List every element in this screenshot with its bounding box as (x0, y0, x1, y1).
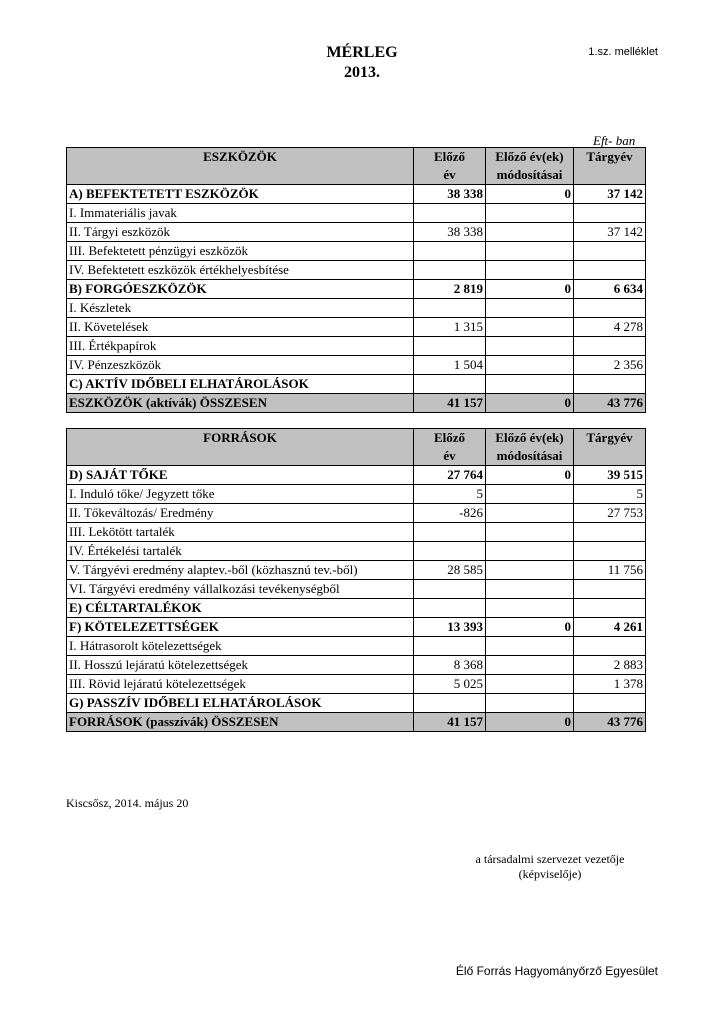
row-label: IV. Befektetett eszközök értékhelyesbítése (67, 261, 414, 280)
header-modifications-line2: módosításai (496, 448, 563, 463)
row-label: D) SAJÁT TŐKE (67, 466, 414, 485)
row-label: VI. Tárgyévi eredmény vállalkozási tevékenységből (67, 580, 414, 599)
row-label: I. Készletek (67, 299, 414, 318)
prev-year-value: 41 157 (414, 713, 486, 732)
current-year-value (574, 337, 646, 356)
liabilities-header-row (67, 429, 646, 466)
table-row (67, 561, 646, 580)
header-current-year: Tárgyév (574, 429, 646, 466)
current-year-value (574, 375, 646, 394)
table-row (67, 337, 646, 356)
prev-year-value (414, 523, 486, 542)
modification-value (486, 504, 574, 523)
row-label: III. Értékpapírok (67, 337, 414, 356)
current-year-value: 43 776 (574, 713, 646, 732)
row-label: I. Hátrasorolt kötelezettségek (67, 637, 414, 656)
modification-value (486, 204, 574, 223)
prev-year-value: 38 338 (414, 185, 486, 204)
current-year-value (574, 261, 646, 280)
prev-year-value: 5 025 (414, 675, 486, 694)
row-label: II. Követelések (67, 318, 414, 337)
header-modifications (486, 429, 574, 466)
prev-year-value: 1 504 (414, 356, 486, 375)
row-label: F) KÖTELEZETTSÉGEK (67, 618, 414, 637)
prev-year-value: 8 368 (414, 656, 486, 675)
table-row (67, 694, 646, 713)
modification-value (486, 375, 574, 394)
row-label: A) BEFEKTETETT ESZKÖZÖK (67, 185, 414, 204)
table-row (67, 504, 646, 523)
prev-year-value: 28 585 (414, 561, 486, 580)
header-modifications (486, 148, 574, 185)
modification-value (486, 299, 574, 318)
row-label: II. Tőkeváltozás/ Eredmény (67, 504, 414, 523)
modification-value (486, 223, 574, 242)
current-year-value: 4 261 (574, 618, 646, 637)
header-modifications-line1: Előző év(ek) (495, 149, 564, 164)
prev-year-value (414, 375, 486, 394)
modification-value: 0 (486, 394, 574, 413)
current-year-value (574, 580, 646, 599)
modification-value (486, 694, 574, 713)
current-year-value: 6 634 (574, 280, 646, 299)
row-label: FORRÁSOK (passzívák) ÖSSZESEN (67, 713, 414, 732)
assets-header-row (67, 148, 646, 185)
row-label: B) FORGÓESZKÖZÖK (67, 280, 414, 299)
row-label: ESZKÖZÖK (aktívák) ÖSSZESEN (67, 394, 414, 413)
prev-year-value (414, 542, 486, 561)
row-label: I. Immateriális javak (67, 204, 414, 223)
prev-year-value: 13 393 (414, 618, 486, 637)
liabilities-total-row (67, 713, 646, 732)
header-prev-year-line1: Előző (433, 430, 466, 445)
current-year-value (574, 523, 646, 542)
row-label: III. Rövid lejáratú kötelezettségek (67, 675, 414, 694)
prev-year-value (414, 637, 486, 656)
header-prev-year (414, 148, 486, 185)
table-row (67, 466, 646, 485)
current-year-value: 37 142 (574, 185, 646, 204)
modification-value (486, 637, 574, 656)
modification-value (486, 542, 574, 561)
table-row (67, 523, 646, 542)
table-row (67, 185, 646, 204)
assets-header-label: ESZKÖZÖK (67, 148, 414, 185)
prev-year-value (414, 299, 486, 318)
current-year-value: 43 776 (574, 394, 646, 413)
table-row (67, 356, 646, 375)
header-prev-year (414, 429, 486, 466)
organization-name: Élő Forrás Hagyományőrző Egyesület (455, 964, 658, 978)
table-row (67, 280, 646, 299)
row-label: IV. Pénzeszközök (67, 356, 414, 375)
current-year-value: 4 278 (574, 318, 646, 337)
modification-value (486, 318, 574, 337)
modification-value (486, 356, 574, 375)
current-year-value: 1 378 (574, 675, 646, 694)
modification-value (486, 337, 574, 356)
modification-value (486, 561, 574, 580)
table-row (67, 485, 646, 504)
modification-value (486, 523, 574, 542)
current-year-value (574, 542, 646, 561)
modification-value: 0 (486, 713, 574, 732)
current-year-value: 27 753 (574, 504, 646, 523)
table-row (67, 675, 646, 694)
header-modifications-line1: Előző év(ek) (495, 430, 564, 445)
current-year-value (574, 694, 646, 713)
row-label: II. Tárgyi eszközök (67, 223, 414, 242)
current-year-value: 2 356 (574, 356, 646, 375)
current-year-value (574, 204, 646, 223)
modification-value: 0 (486, 618, 574, 637)
modification-value (486, 261, 574, 280)
table-row (67, 318, 646, 337)
row-label: G) PASSZÍV IDŐBELI ELHATÁROLÁSOK (67, 694, 414, 713)
document-title: MÉRLEG (326, 44, 398, 61)
prev-year-value: 27 764 (414, 466, 486, 485)
current-year-value: 37 142 (574, 223, 646, 242)
table-row (67, 580, 646, 599)
annex-label: 1.sz. melléklet (588, 46, 658, 58)
signature-caption: a társadalmi szervezet vezetője (475, 852, 625, 866)
row-label: III. Befektetett pénzügyi eszközök (67, 242, 414, 261)
current-year-value (574, 242, 646, 261)
prev-year-value (414, 337, 486, 356)
modification-value (486, 675, 574, 694)
current-year-value (574, 637, 646, 656)
table-row (67, 261, 646, 280)
row-label: III. Lekötött tartalék (67, 523, 414, 542)
modification-value: 0 (486, 466, 574, 485)
row-label: IV. Értékelési tartalék (67, 542, 414, 561)
table-row (67, 618, 646, 637)
liabilities-table (66, 428, 646, 732)
modification-value (486, 485, 574, 504)
row-label: V. Tárgyévi eredmény alaptev.-ből (közhasznú tev.-ből) (67, 561, 414, 580)
row-label: C) AKTÍV IDŐBELI ELHATÁROLÁSOK (67, 375, 414, 394)
modification-value (486, 599, 574, 618)
header-current-year: Tárgyév (574, 148, 646, 185)
table-row (67, 599, 646, 618)
prev-year-value: 38 338 (414, 223, 486, 242)
current-year-value (574, 299, 646, 318)
row-label: E) CÉLTARTALÉKOK (67, 599, 414, 618)
current-year-value: 39 515 (574, 466, 646, 485)
current-year-value: 5 (574, 485, 646, 504)
prev-year-value: 41 157 (414, 394, 486, 413)
modification-value: 0 (486, 185, 574, 204)
row-label: II. Hosszú lejáratú kötelezettségek (67, 656, 414, 675)
prev-year-value (414, 242, 486, 261)
header-prev-year-line1: Előző (433, 149, 466, 164)
current-year-value: 11 756 (574, 561, 646, 580)
prev-year-value (414, 580, 486, 599)
table-row (67, 656, 646, 675)
liabilities-header-label: FORRÁSOK (67, 429, 414, 466)
table-row (67, 542, 646, 561)
table-row (67, 299, 646, 318)
modification-value: 0 (486, 280, 574, 299)
assets-total-row (67, 394, 646, 413)
prev-year-value: 5 (414, 485, 486, 504)
modification-value (486, 656, 574, 675)
current-year-value: 2 883 (574, 656, 646, 675)
modification-value (486, 242, 574, 261)
prev-year-value (414, 694, 486, 713)
prev-year-value (414, 261, 486, 280)
prev-year-value: 1 315 (414, 318, 486, 337)
table-row (67, 242, 646, 261)
prev-year-value: 2 819 (414, 280, 486, 299)
header-prev-year-line2: év (443, 448, 456, 463)
header-modifications-line2: módosításai (496, 167, 563, 182)
table-row (67, 223, 646, 242)
prev-year-value (414, 599, 486, 618)
header-prev-year-line2: év (443, 167, 456, 182)
signature-caption-sub: (képviselője) (518, 867, 582, 881)
prev-year-value: -826 (414, 504, 486, 523)
row-label: I. Induló tőke/ Jegyzett tőke (67, 485, 414, 504)
table-row (67, 637, 646, 656)
table-row (67, 204, 646, 223)
modification-value (486, 580, 574, 599)
unit-label: Eft- ban (593, 133, 636, 148)
current-year-value (574, 599, 646, 618)
place-date: Kiscsősz, 2014. május 20 (66, 796, 189, 810)
assets-table (66, 147, 646, 413)
table-row (67, 375, 646, 394)
document-year: 2013. (344, 64, 380, 81)
prev-year-value (414, 204, 486, 223)
